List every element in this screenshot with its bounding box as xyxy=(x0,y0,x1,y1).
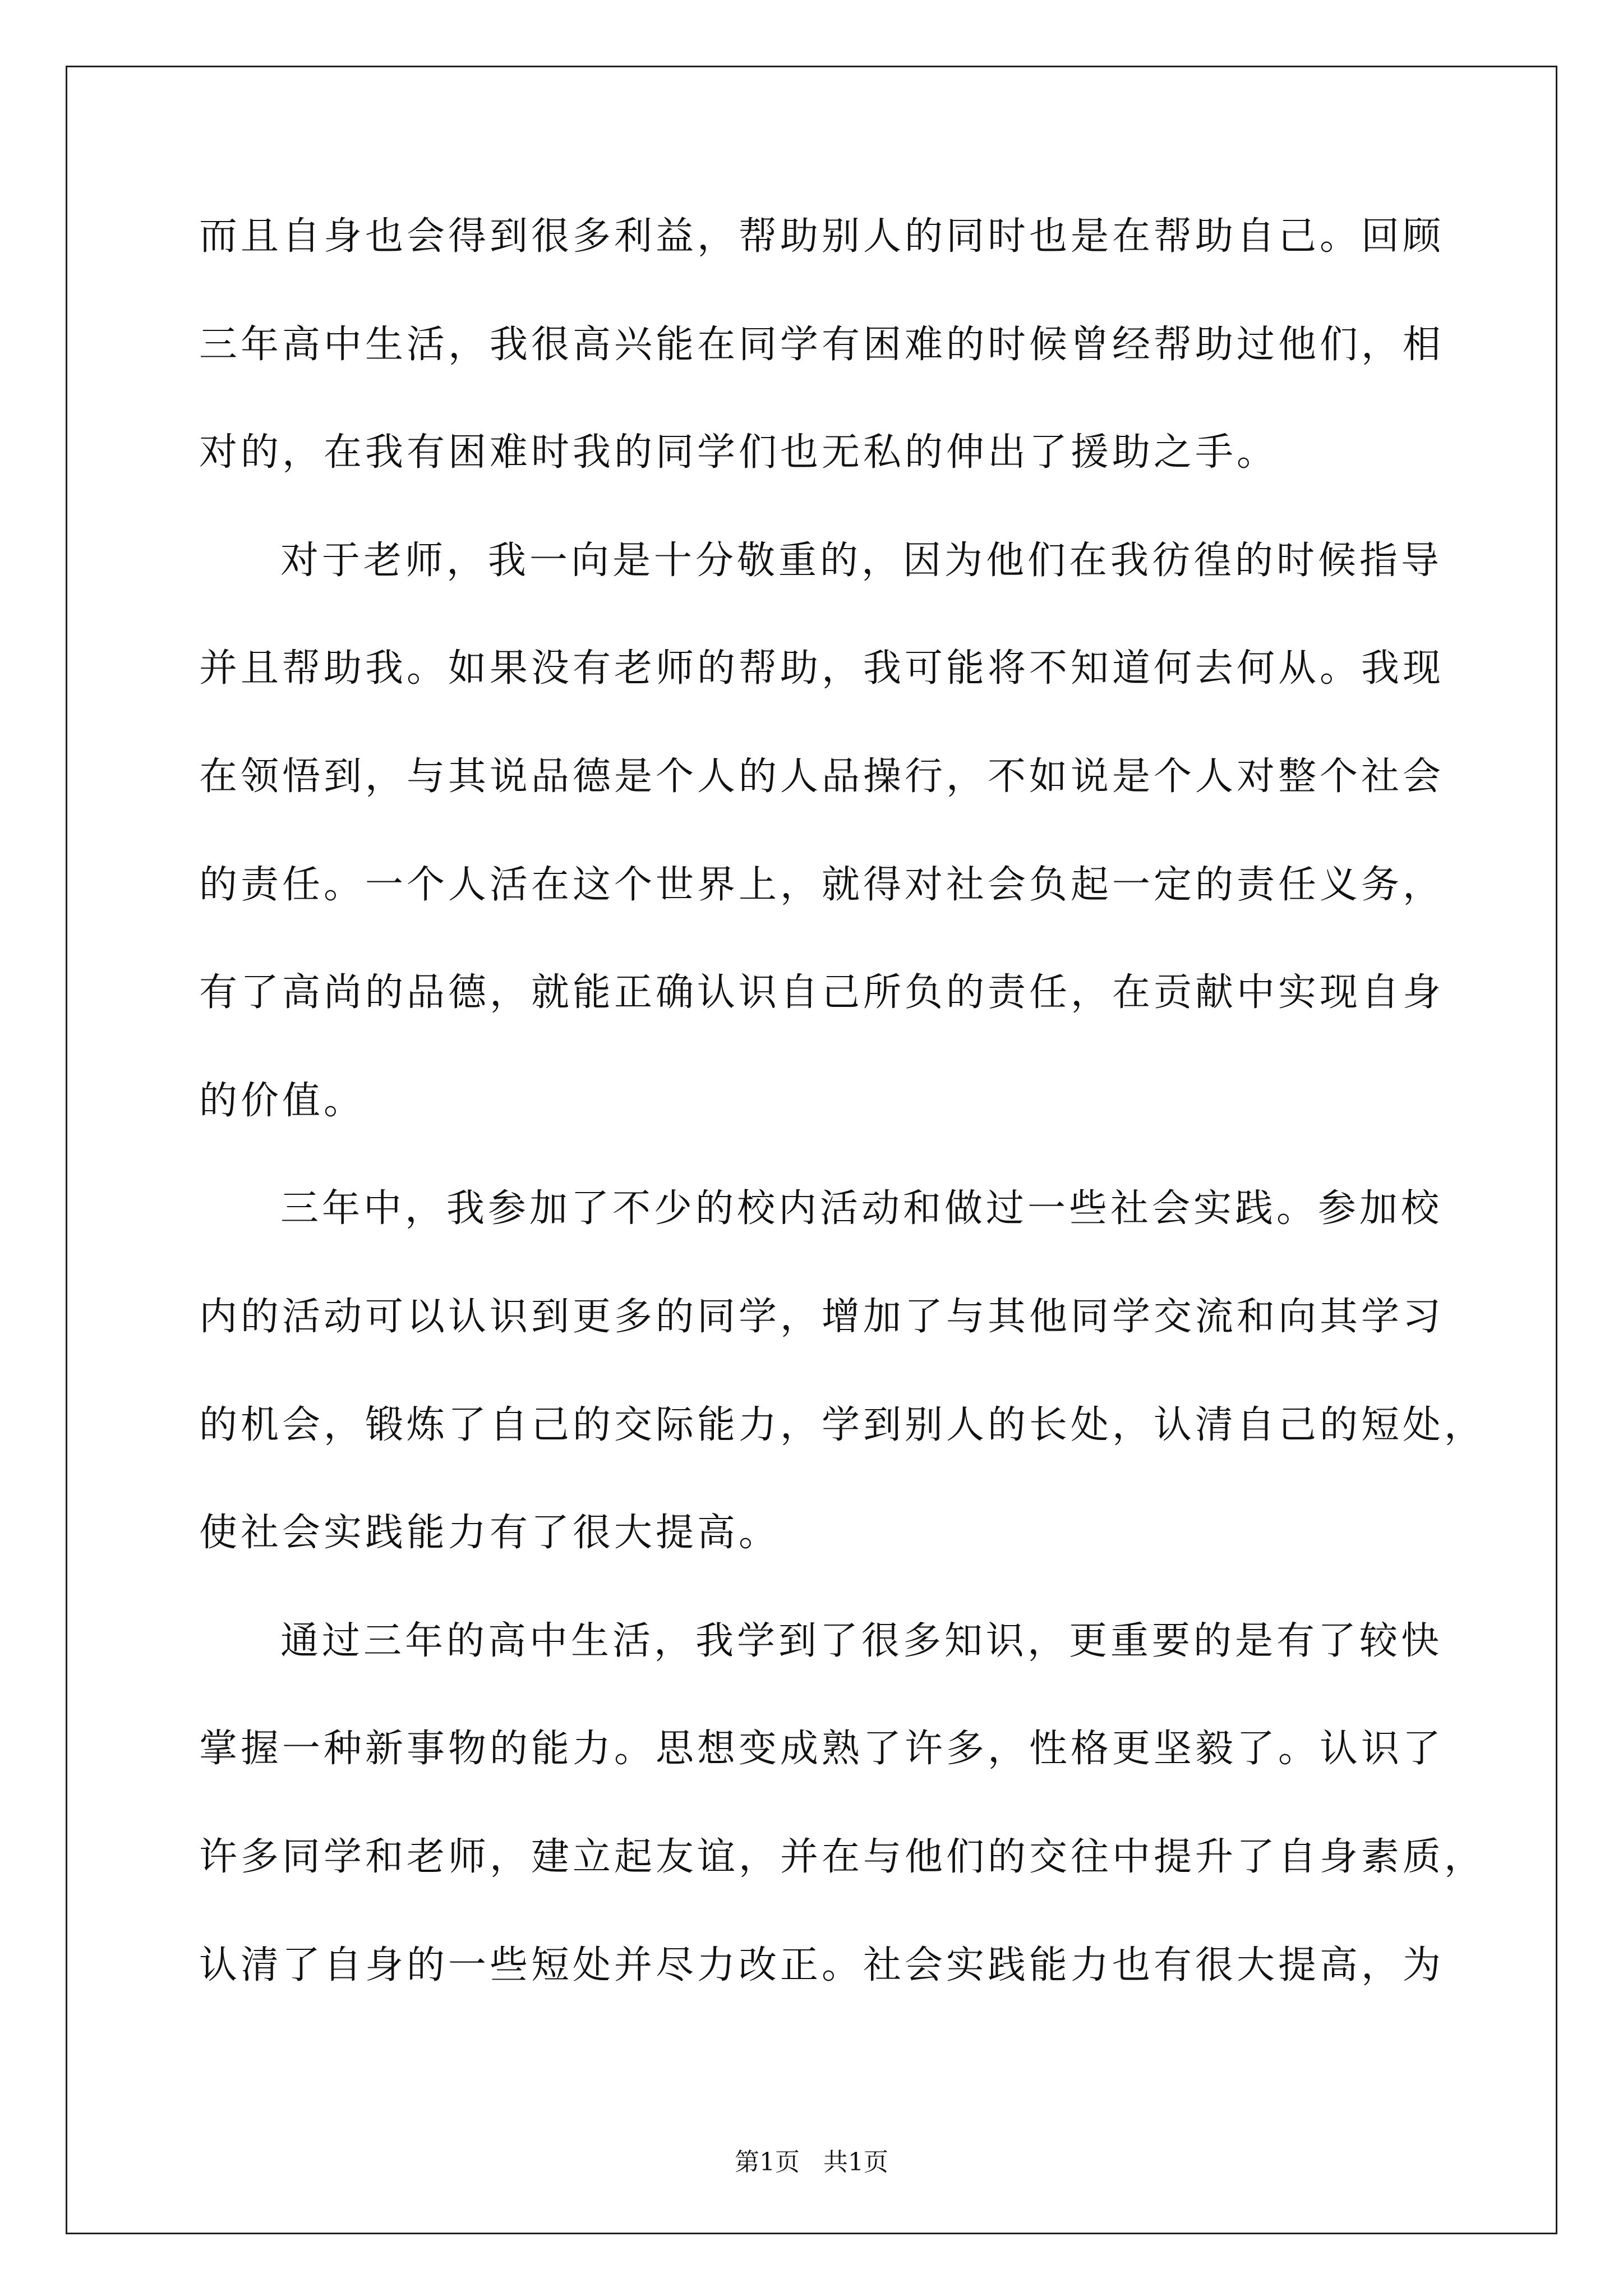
text-line: 有了高尚的品德，就能正确认识自己所负的责任，在贡献中实现自身 xyxy=(199,970,1445,1015)
text-line: 许多同学和老师，建立起友谊，并在与他们的交往中提升了自身素质， xyxy=(199,1834,1486,1879)
text-line: 而且自身也会得到很多利益，帮助别人的同时也是在帮助自己。回顾 xyxy=(199,214,1445,259)
document-body xyxy=(199,214,1486,2053)
page-number-footer: 第1页 共1页 xyxy=(735,2148,888,2177)
text-line: 三年高中生活，我很高兴能在同学有困难的时候曾经帮助过他们，相 xyxy=(199,322,1445,367)
text-line: 对的，在我有困难时我的同学们也无私的伸出了援助之手。 xyxy=(199,430,1279,475)
text-line: 的责任。一个人活在这个世界上，就得对社会负起一定的责任义务， xyxy=(199,862,1445,907)
text-line: 并且帮助我。如果没有老师的帮助，我可能将不知道何去何从。我现 xyxy=(199,646,1445,691)
paragraph-first-line: 对于老师，我一向是十分敬重的，因为他们在我彷徨的时候指导 xyxy=(280,538,1443,583)
paragraph-first-line: 通过三年的高中生活，我学到了很多知识，更重要的是有了较快 xyxy=(280,1618,1443,1663)
text-line: 认清了自身的一些短处并尽力改正。社会实践能力也有很大提高，为 xyxy=(199,1943,1445,1987)
text-line: 掌握一种新事物的能力。思想变成熟了许多，性格更坚毅了。认识了 xyxy=(199,1727,1445,1772)
paragraph-first-line: 三年中，我参加了不少的校内活动和做过一些社会实践。参加校 xyxy=(280,1186,1443,1231)
text-line: 的价值。 xyxy=(199,1078,366,1123)
text-line: 内的活动可以认识到更多的同学，增加了与其他同学交流和向其学习 xyxy=(199,1294,1445,1339)
text-line: 在领悟到，与其说品德是个人的人品操行，不如说是个人对整个社会 xyxy=(199,754,1445,799)
text-line: 使社会实践能力有了很大提高。 xyxy=(199,1511,781,1556)
text-line: 的机会，锻炼了自己的交际能力，学到别人的长处，认清自己的短处， xyxy=(199,1402,1486,1447)
